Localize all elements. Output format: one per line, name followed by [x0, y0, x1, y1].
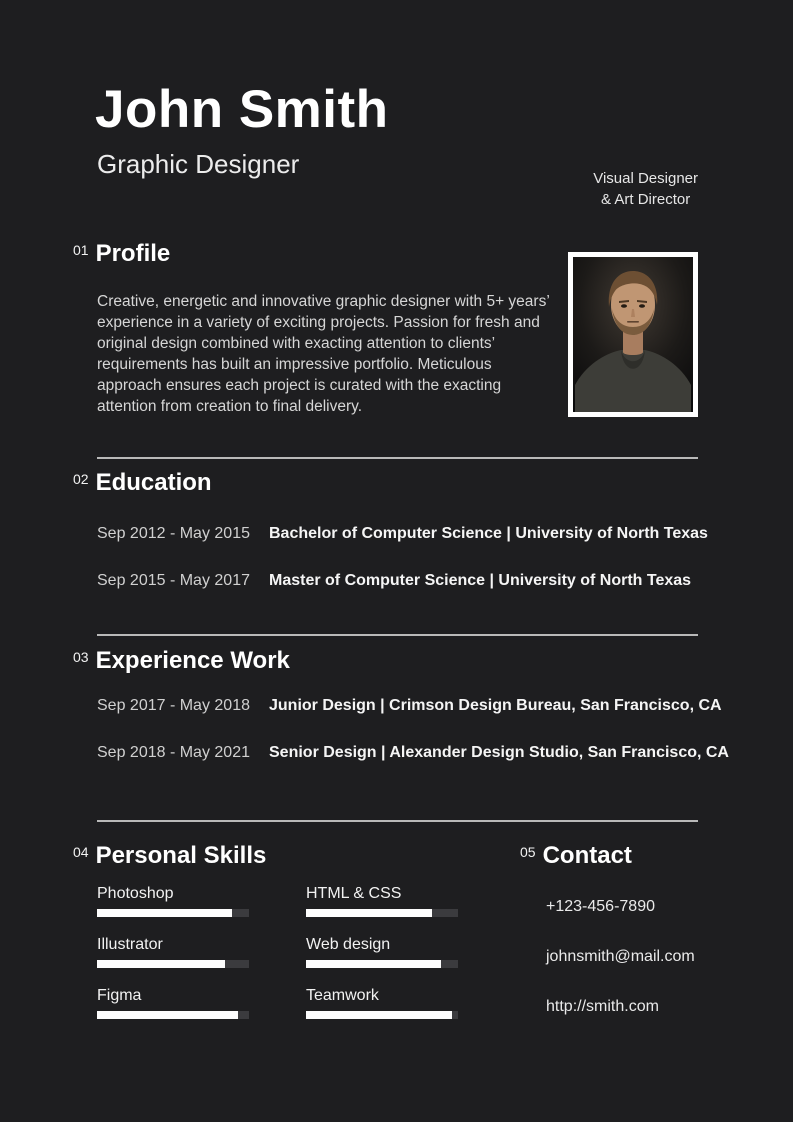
education-section — [73, 470, 708, 591]
skill-progress-track — [306, 1011, 458, 1019]
experience-date: Sep 2018 - May 2021 — [97, 744, 250, 761]
skill-progress-track — [97, 1011, 249, 1019]
section-title: Education — [95, 469, 212, 496]
education-rows — [97, 524, 708, 591]
experience-date: Sep 2017 - May 2018 — [97, 697, 250, 714]
profile-photo — [573, 257, 693, 412]
skills-column-left — [97, 884, 249, 1019]
experience-detail: Senior Design | Alexander Design Studio, San Francisco, CA — [269, 744, 729, 761]
section-divider — [97, 457, 698, 459]
experience-row — [97, 743, 729, 763]
skill-progress-fill — [306, 1011, 452, 1019]
education-detail: Master of Computer Science | University of North Texas — [269, 572, 692, 589]
skill-progress-track — [306, 909, 458, 917]
skills-grid — [97, 884, 458, 1019]
tagline-line-2: & Art Director — [601, 191, 691, 208]
skills-section — [73, 843, 458, 1019]
section-number: 02 — [73, 471, 89, 487]
experience-section — [73, 648, 729, 763]
section-divider — [97, 820, 698, 822]
skill-label: Figma — [97, 987, 142, 1004]
section-number: 01 — [73, 242, 89, 258]
section-title: Contact — [542, 842, 632, 869]
profile-heading — [73, 241, 552, 267]
section-number: 04 — [73, 844, 89, 860]
header-tagline — [593, 168, 698, 210]
section-title: Personal Skills — [95, 842, 267, 869]
photo-frame — [568, 252, 698, 417]
contact-website[interactable]: http://smith.com — [546, 998, 659, 1015]
skill-item — [306, 935, 458, 968]
skill-progress-fill — [97, 909, 232, 917]
skill-label: HTML & CSS — [306, 885, 402, 902]
skill-progress-track — [97, 960, 249, 968]
education-row — [97, 571, 708, 591]
section-title: Profile — [95, 240, 171, 267]
person-name: John Smith — [95, 80, 389, 139]
profile-text: Creative, energetic and innovative graphic designer with 5+ years’ experience in a variety of exciting projects. Passion for fresh and original design combined with exacting attention to clients’ requirements has built an impressive portfolio. Meticulous approach ensures each project is curated with the exacting attention from creation to final delivery. — [97, 293, 550, 415]
experience-rows — [97, 696, 729, 763]
skill-label: Teamwork — [306, 987, 379, 1004]
education-detail: Bachelor of Computer Science | University of North Texas — [269, 525, 708, 542]
skill-progress-fill — [306, 909, 432, 917]
experience-detail: Junior Design | Crimson Design Bureau, San Francisco, CA — [269, 697, 722, 714]
skill-progress-fill — [306, 960, 441, 968]
contact-email[interactable]: johnsmith@mail.com — [546, 948, 695, 965]
skills-column-right — [306, 884, 458, 1019]
education-date: Sep 2012 - May 2015 — [97, 525, 250, 542]
skill-progress-track — [97, 909, 249, 917]
section-divider — [97, 634, 698, 636]
section-number: 05 — [520, 844, 536, 860]
person-role: Graphic Designer — [97, 149, 300, 179]
experience-heading — [73, 648, 729, 674]
skills-heading — [73, 843, 458, 869]
education-date: Sep 2015 - May 2017 — [97, 572, 250, 589]
contact-list — [546, 897, 695, 1017]
profile-section — [73, 241, 552, 417]
education-heading — [73, 470, 708, 496]
tagline-line-1: Visual Designer — [593, 170, 698, 187]
skill-label: Web design — [306, 936, 391, 953]
experience-row — [97, 696, 729, 716]
contact-phone[interactable]: +123-456-7890 — [546, 898, 655, 915]
skill-item — [306, 884, 458, 917]
skill-progress-track — [306, 960, 458, 968]
skill-label: Illustrator — [97, 936, 163, 953]
education-row — [97, 524, 708, 544]
skill-label: Photoshop — [97, 885, 174, 902]
skill-progress-fill — [97, 1011, 238, 1019]
skill-item — [97, 884, 249, 917]
section-title: Experience Work — [95, 647, 290, 674]
contact-heading — [520, 843, 695, 869]
section-number: 03 — [73, 649, 89, 665]
contact-section — [520, 843, 695, 1017]
skill-item — [97, 935, 249, 968]
skill-item — [306, 986, 458, 1019]
skill-item — [97, 986, 249, 1019]
skill-progress-fill — [97, 960, 225, 968]
